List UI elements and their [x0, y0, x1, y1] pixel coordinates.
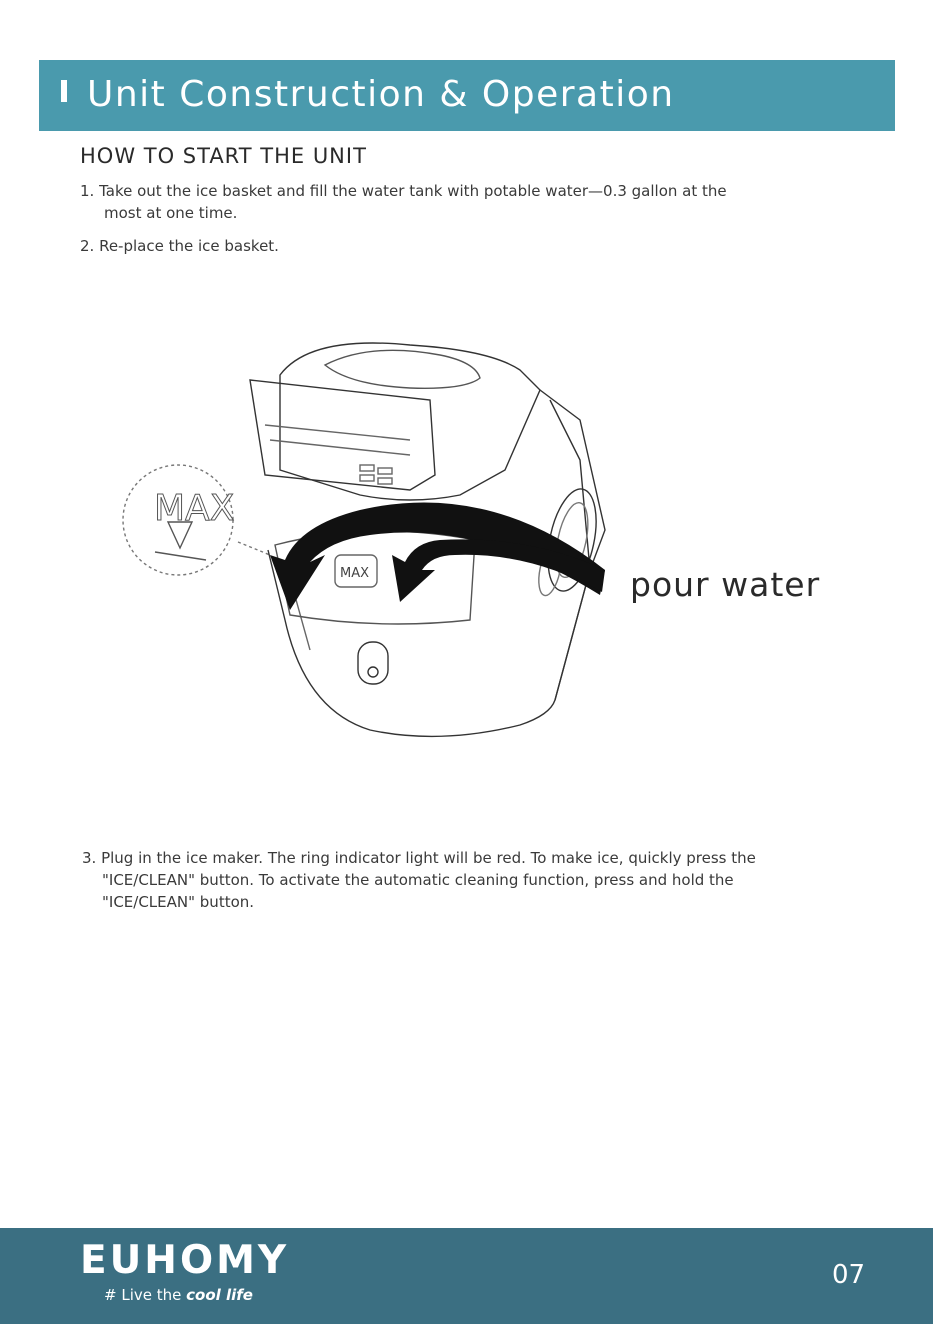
- page-footer: [0, 1228, 933, 1324]
- ice-basket: [250, 380, 435, 490]
- brand-tagline: [104, 1286, 253, 1304]
- page-title: Unit Construction & Operation: [87, 74, 675, 115]
- tank-max-label: MAX: [340, 566, 370, 581]
- page-number: 07: [832, 1260, 866, 1290]
- section-title: HOW TO START THE UNIT: [80, 144, 367, 168]
- tagline-prefix: # Live the: [104, 1286, 187, 1304]
- step-3: [82, 847, 756, 913]
- tagline-emphasis: cool life: [186, 1286, 253, 1304]
- step-1-line-1: 1. Take out the ice basket and fill the water tank with potable water—0.3 gallon at the: [80, 182, 727, 200]
- step-3-line-1: 3. Plug in the ice maker. The ring indicator light will be red. To make ice, quickly press the: [82, 849, 756, 867]
- pour-water-label: pour water: [630, 565, 821, 604]
- open-lid: [280, 343, 540, 500]
- step-3-line-2: "ICE/CLEAN" button. To activate the automatic cleaning function, press and hold the: [102, 871, 734, 889]
- brand-logo: EUHOMY: [80, 1238, 290, 1283]
- max-callout-label: MAX: [154, 488, 235, 529]
- ice-maker-body: [268, 550, 590, 736]
- step-2: 2. Re-place the ice basket.: [80, 237, 279, 255]
- ice-maker-illustration: [110, 330, 830, 750]
- step-3-line-3: "ICE/CLEAN" button.: [102, 893, 255, 911]
- control-panel: [358, 642, 388, 684]
- step-1-line-2: most at one time.: [104, 204, 238, 222]
- page-header: [39, 60, 895, 131]
- header-accent-bar: [61, 80, 67, 102]
- step-1: [80, 180, 727, 224]
